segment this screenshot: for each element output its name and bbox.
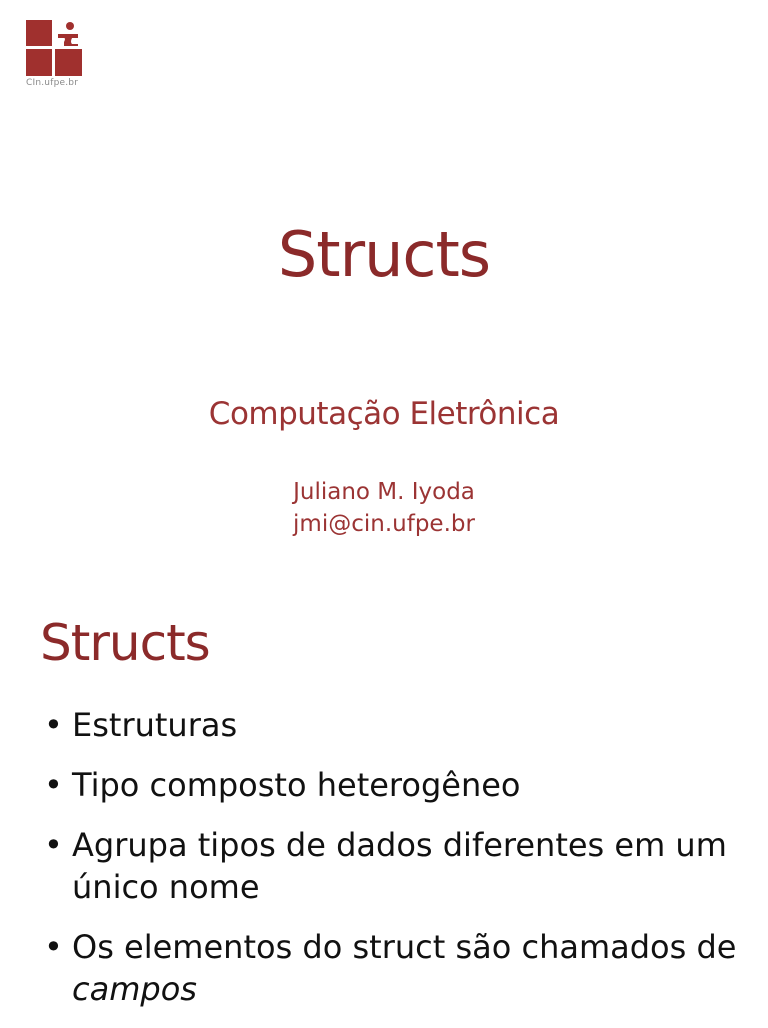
bullet-item <box>40 704 740 746</box>
logo-caption: CIn.ufpe.br <box>26 78 79 88</box>
cin-logo-icon <box>26 20 82 76</box>
bullet-item <box>40 926 740 1010</box>
bullet-icon: • <box>44 766 63 804</box>
author-block <box>0 476 768 540</box>
author-name: Juliano M. Iyoda <box>293 479 475 505</box>
bullet-text: Os elementos do struct são chamados de <box>72 928 737 966</box>
content-slide <box>0 600 768 1024</box>
bullet-icon: • <box>44 826 63 864</box>
bullet-item <box>40 824 740 908</box>
bullet-text: Agrupa tipos de dados diferentes em um único nome <box>72 826 727 906</box>
bullet-icon: • <box>44 706 63 744</box>
slide-heading: Structs <box>40 614 210 672</box>
bullet-list <box>40 704 740 1028</box>
bullet-item <box>40 764 740 806</box>
bullet-emphasis: campos <box>72 970 197 1008</box>
bullet-text: Estruturas <box>72 706 238 744</box>
slide-title: Structs <box>277 218 491 291</box>
bullet-text: Tipo composto heterogêneo <box>72 766 521 804</box>
cin-logo <box>26 20 82 76</box>
author-email: jmi@cin.ufpe.br <box>293 511 475 537</box>
bullet-icon: • <box>44 928 63 966</box>
slide-subtitle: Computação Eletrônica <box>208 396 560 432</box>
